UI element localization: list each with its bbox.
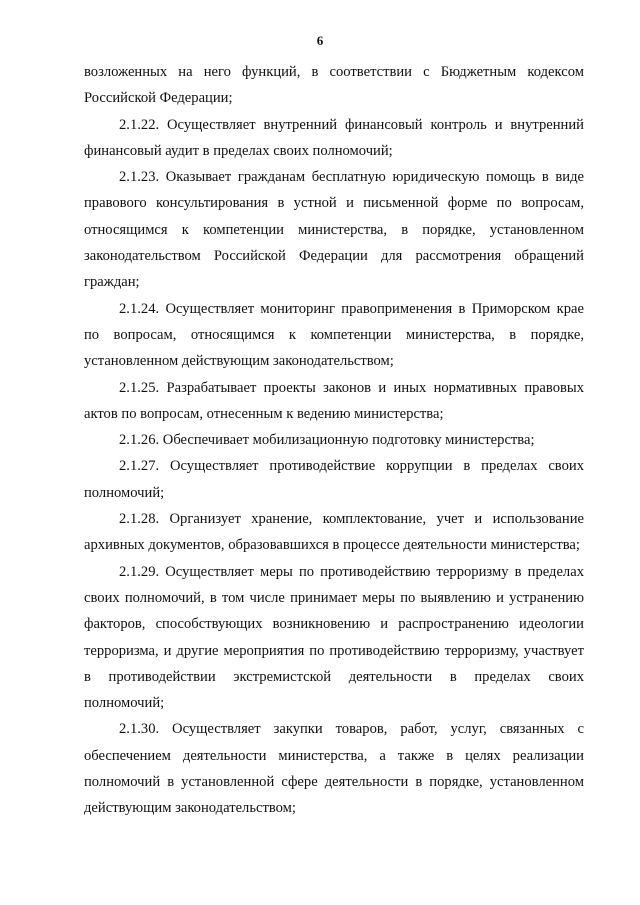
paragraph-2-1-25: 2.1.25. Разрабатывает проекты законов и иных нормативных правовых актов по вопросам, отнесенным к ведению министерства; (84, 379, 584, 422)
paragraph-2-1-28: 2.1.28. Организует хранение, комплектование, учет и использование архивных документов, образовавшихся в процессе деятельности министерства; (84, 511, 584, 554)
paragraph-2-1-27: 2.1.27. Осуществляет противодействие коррупции в пределах своих полномочий; (84, 458, 584, 501)
paragraph-2-1-23: 2.1.23. Оказывает гражданам бесплатную юридическую помощь в виде правового консультирования в устной и письменной форме по вопросам, относящимся к компетенции министерства, в порядке, установленном законодательством Российской Федерации для рассмотрения обращений граждан; (84, 169, 584, 291)
document-body (84, 59, 584, 822)
page-number: 6 (316, 33, 324, 48)
paragraph-2-1-24: 2.1.24. Осуществляет мониторинг правоприменения в Приморском крае по вопросам, относящимся к компетенции министерства, в порядке, установленном действующим законодательством; (84, 300, 584, 370)
paragraph-2-1-30: 2.1.30. Осуществляет закупки товаров, работ, услуг, связанных с обеспечением деятельности министерства, а также в целях реализации полномочий в установленной сфере деятельности в порядке, установленном действующим законодательством; (84, 721, 584, 817)
paragraph-continuation: возложенных на него функций, в соответствии с Бюджетным кодексом Российской Федерации; (84, 64, 584, 107)
paragraph-2-1-22: 2.1.22. Осуществляет внутренний финансовый контроль и внутренний финансовый аудит в пределах своих полномочий; (84, 116, 584, 159)
paragraph-2-1-29: 2.1.29. Осуществляет меры по противодействию терроризму в пределах своих полномочий, в том числе принимает меры по выявлению и устранению факторов, способствующих возникновению и распространению идеологии терроризма, и другие мероприятия по противодействию терроризму, участвует в противодействии экстремистской деятельности в пределах своих полномочий; (84, 563, 584, 712)
paragraph-2-1-26: 2.1.26. Обеспечивает мобилизационную подготовку министерства; (119, 432, 535, 449)
